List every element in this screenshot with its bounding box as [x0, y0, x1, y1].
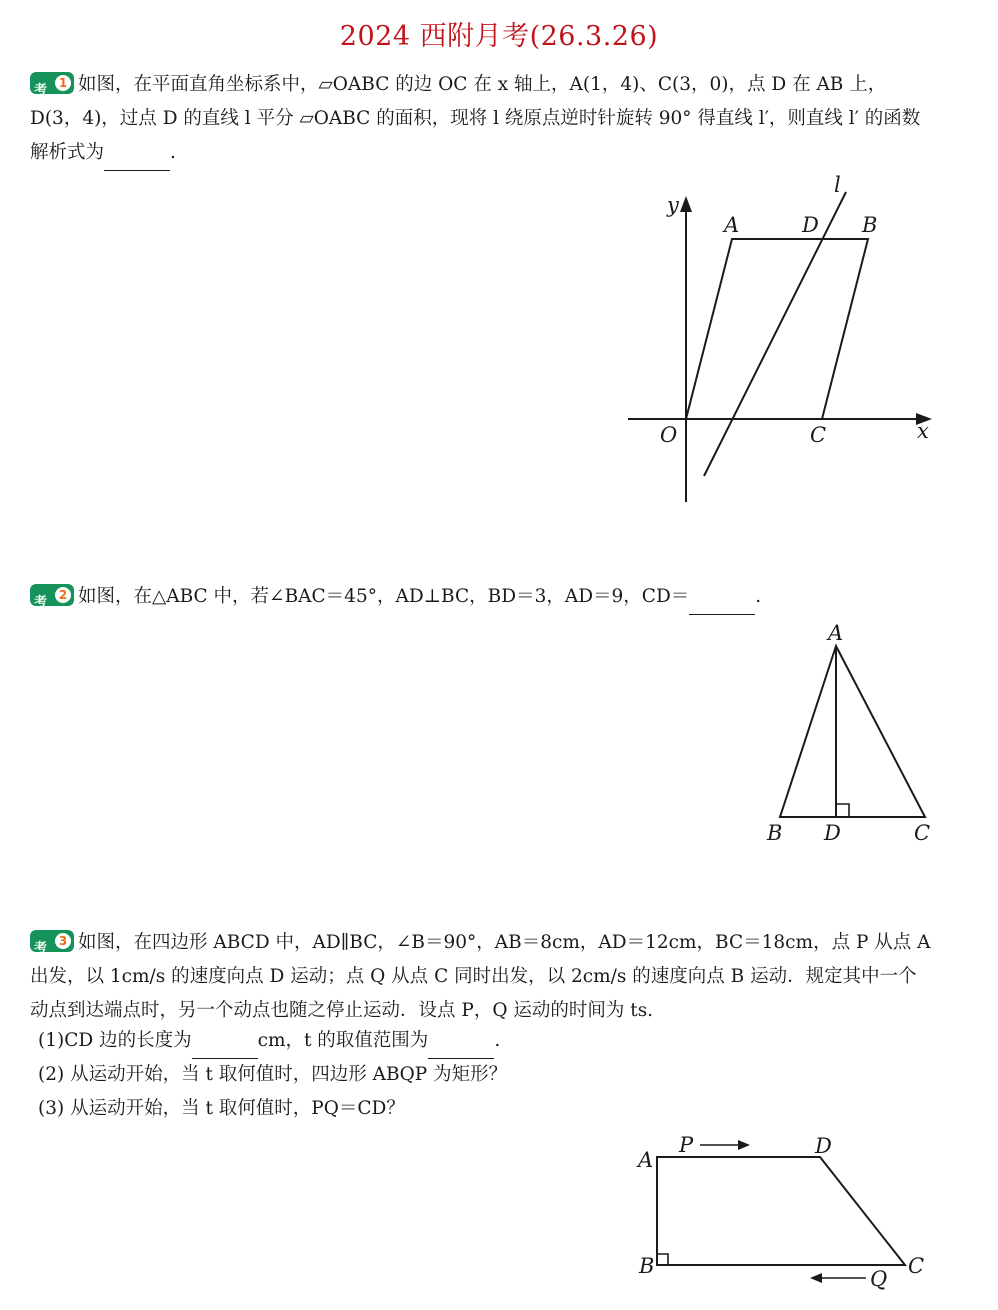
figure-1-parallelogram	[620, 170, 950, 510]
label-x: x	[917, 419, 929, 443]
label-c: C	[810, 423, 827, 447]
arrow-p-head	[738, 1140, 750, 1150]
triangle-abc	[780, 646, 925, 817]
label-o: O	[660, 423, 678, 447]
answer-blank	[104, 136, 170, 171]
label-d: D	[802, 213, 819, 237]
right-angle-mark	[657, 1254, 668, 1265]
label-q: Q	[870, 1267, 888, 1291]
question-3-part-1: (1)CD 边的长度为 cm，t 的取值范围为 .	[38, 1024, 500, 1059]
label-b: B	[639, 1254, 655, 1278]
question-3-part-3: (3) 从运动开始，当 t 取何值时，PQ＝CD？	[38, 1098, 405, 1119]
label-b: B	[862, 213, 878, 237]
question-3-text: 如图，在四边形 ABCD 中，AD∥BC，∠B＝90°，AB＝8cm，AD＝12cm，BC＝18cm，点 P 从点 A 出发，以 1cm/s 的速度向点 D 运动；点 Q 从点 C 同时出发，以 2cm/s 的速度向点 B 运动．规定其中一个动点到达端点时，另一个动点也随之停止运动．设点 P，Q 运动的时间为 ts.	[30, 932, 931, 1021]
label-b: B	[767, 821, 783, 845]
figure-3-trapezoid	[630, 1130, 940, 1300]
page-title: 2024 西附月考(26.3.26)	[339, 21, 659, 52]
label-d: D	[815, 1134, 832, 1158]
answer-blank	[192, 1024, 258, 1059]
label-c: C	[914, 821, 931, 845]
question-3-part-2: (2) 从运动开始，当 t 取何值时，四边形 ABQP 为矩形？	[38, 1064, 508, 1085]
question-1-text: 如图，在平面直角坐标系中，▱OABC 的边 OC 在 x 轴上，A(1，4)、C(3，0)，点 D 在 AB 上，D(3，4)，过点 D 的直线 l 平分 ▱OABC 的面积，现将 l 绕原点逆时针旋转 90° 得直线 l′，则直线 l′ 的函数解析式为	[30, 74, 921, 163]
answer-blank	[689, 580, 755, 615]
question-number: 1	[55, 75, 71, 91]
label-a: A	[724, 213, 740, 237]
right-angle-mark	[836, 804, 849, 817]
label-l: l	[834, 173, 841, 197]
label-a: A	[828, 621, 844, 645]
question-badge: 考 2	[30, 584, 74, 606]
question-2: 考 2 如图，在△ABC 中，若∠BAC＝45°，AD⊥BC，BD＝3，AD＝9，CD＝ .	[30, 580, 935, 615]
label-p: P	[679, 1133, 694, 1157]
question-3	[30, 926, 935, 1028]
label-a: A	[638, 1148, 654, 1172]
question-1: 考 1 如图，在平面直角坐标系中，▱OABC 的边 OC 在 x 轴上，A(1，4)、C(3，0)，点 D 在 AB 上，D(3，4)，过点 D 的直线 l 平分 ▱OABC 的面积，现将 l 绕原点逆时针旋转 90° 得直线 l′，则直线 l′ 的函数解析式为 .	[30, 68, 935, 171]
question-number: 2	[55, 587, 71, 603]
y-axis-arrow	[680, 196, 692, 212]
arrow-q-head	[810, 1273, 822, 1283]
trapezoid-abcd	[657, 1157, 905, 1265]
label-c: C	[908, 1254, 925, 1278]
question-badge: 考 3	[30, 930, 74, 952]
figure-2-triangle	[760, 618, 940, 850]
question-badge: 考 1	[30, 72, 74, 94]
question-2-text: 如图，在△ABC 中，若∠BAC＝45°，AD⊥BC，BD＝3，AD＝9，CD＝	[78, 586, 690, 607]
question-number: 3	[55, 933, 71, 949]
label-y: y	[667, 193, 679, 217]
answer-blank	[428, 1024, 494, 1059]
label-d: D	[824, 821, 841, 845]
